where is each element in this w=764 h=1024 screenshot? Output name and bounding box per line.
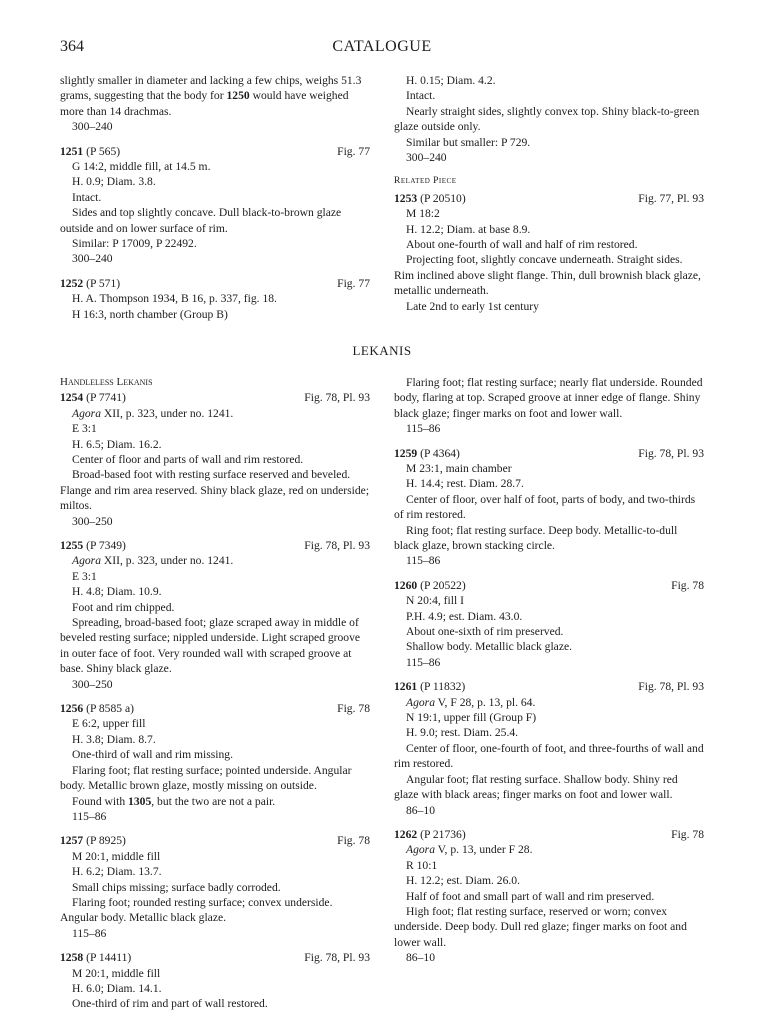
- subsection-heading: Handleless Lekanis: [60, 376, 153, 388]
- figure-reference: Fig. 78, Pl. 93: [638, 446, 704, 460]
- top-left-column: [60, 73, 370, 331]
- catalogue-entry-1256: [60, 701, 370, 824]
- condition: About one-sixth of rim preserved.: [406, 625, 564, 639]
- context: N 20:4, fill I: [406, 594, 464, 608]
- dimensions: H. 3.8; Diam. 8.7.: [72, 732, 156, 746]
- entry-number: 1253: [394, 191, 418, 205]
- context: M 20:1, middle fill: [72, 849, 161, 863]
- entry-number: 1252: [60, 276, 84, 290]
- entry-1252-continuation: [394, 73, 704, 165]
- dimensions: H. 6.2; Diam. 13.7.: [72, 865, 162, 879]
- entry-number: 1261: [394, 680, 418, 694]
- figure-reference: Fig. 78: [671, 578, 704, 592]
- description: Flaring foot; flat resting surface; pointed underside. Angular body. Metallic brown glaze, mostly missing on outside.: [60, 763, 352, 793]
- figure-reference: Fig. 78: [337, 834, 370, 848]
- context: M 18:2: [406, 207, 440, 221]
- bibliography: Agora V, p. 13, under F 28.: [406, 843, 533, 857]
- intro-continuation: [60, 73, 370, 135]
- entry-number: 1251: [60, 144, 84, 158]
- condition: Center of floor, one-fourth of foot, and three-fourths of wall and rim restored.: [394, 741, 704, 771]
- date: 300–240: [72, 120, 113, 134]
- context: E 3:1: [72, 569, 97, 583]
- context: G 14:2, middle fill, at 14.5 m.: [72, 160, 211, 174]
- condition: Center of floor and parts of wall and rim restored.: [72, 453, 304, 467]
- catalogue-entry-1251: [60, 144, 370, 267]
- description: Flaring foot; rounded resting surface; convex underside. Angular body. Metallic black glaze.: [60, 895, 333, 925]
- catalogue-entry-1261: [394, 679, 704, 818]
- figure-reference: Fig. 77: [337, 276, 370, 290]
- running-title: CATALOGUE: [332, 38, 432, 55]
- catalogue-entry-1252: [60, 276, 370, 322]
- dimensions: P.H. 4.9; est. Diam. 43.0.: [406, 609, 523, 623]
- page-header: [60, 38, 704, 58]
- section-title: LEKANIS: [352, 343, 412, 358]
- catalogue-entry-1254: [60, 390, 370, 529]
- inventory-number: (P 7349): [86, 539, 126, 553]
- dimensions: H. 14.4; rest. Diam. 28.7.: [406, 477, 524, 491]
- figure-reference: Fig. 78: [337, 702, 370, 716]
- condition: Intact.: [72, 190, 102, 204]
- context: R 10:1: [406, 858, 438, 872]
- inventory-number: (P 8925): [86, 834, 126, 848]
- figure-reference: Fig. 77: [337, 144, 370, 158]
- condition: Foot and rim chipped.: [72, 600, 175, 614]
- dimensions: H. 4.8; Diam. 10.9.: [72, 585, 162, 599]
- intro-text: slightly smaller in diameter and lacking a few chips, weighs 51.3 grams, suggesting that the body for: [60, 74, 362, 103]
- description: Projecting foot, slightly concave underneath. Straight sides. Rim inclined above slight flange. Thin, dull brownish black glaze, metallic underneath.: [394, 253, 701, 298]
- figure-reference: Fig. 78, Pl. 93: [638, 680, 704, 694]
- inventory-number: (P 8585 a): [86, 702, 134, 716]
- inventory-number: (P 14411): [86, 951, 132, 965]
- inventory-number: (P 11832): [420, 680, 466, 694]
- inventory-number: (P 7741): [86, 391, 126, 405]
- description: Broad-based foot with resting surface reserved and beveled. Flange and rim area reserved. Shiny black glaze, red on underside; miltos.: [60, 468, 370, 513]
- date: 115–86: [72, 809, 107, 823]
- description: Angular foot; flat resting surface. Shallow body. Shiny red glaze with black areas; finger marks on foot and lower wall.: [394, 772, 678, 802]
- condition: One-third of wall and rim missing.: [72, 748, 233, 762]
- figure-reference: Fig. 78, Pl. 93: [304, 391, 370, 405]
- bibliography: Agora XII, p. 323, under no. 1241.: [72, 406, 234, 420]
- entry-1258-continuation: [394, 375, 704, 437]
- entry-number: 1260: [394, 578, 418, 592]
- context: M 23:1, main chamber: [406, 462, 512, 476]
- entry-number: 1258: [60, 951, 84, 965]
- condition: One-third of rim and part of wall restored.: [72, 997, 268, 1011]
- catalogue-entry-1259: [394, 446, 704, 569]
- similar: Similar: P 17009, P 22492.: [72, 237, 197, 251]
- bibliography: Agora V, F 28, p. 13, pl. 64.: [406, 695, 536, 709]
- bibliography: Agora XII, p. 323, under no. 1241.: [72, 554, 234, 568]
- date: 300–240: [72, 252, 113, 266]
- figure-reference: Fig. 77, Pl. 93: [638, 191, 704, 205]
- description: Nearly straight sides, slightly convex top. Shiny black-to-green glaze outside only.: [394, 104, 700, 134]
- inventory-number: (P 20522): [420, 578, 466, 592]
- entry-number: 1257: [60, 834, 84, 848]
- top-right-column: [394, 73, 704, 323]
- date: 115–86: [406, 655, 441, 669]
- found-with-note: Found with 1305, but the two are not a pair.: [72, 794, 276, 808]
- page-number: 364: [60, 38, 84, 55]
- date: 300–240: [406, 151, 447, 165]
- related-piece-heading: Related Piece: [394, 176, 457, 187]
- inventory-number: (P 565): [86, 144, 121, 158]
- context: M 20:1, middle fill: [72, 966, 161, 980]
- description: Ring foot; flat resting surface. Deep body. Metallic-to-dull black glaze, brown stacking circle.: [394, 523, 678, 553]
- catalogue-entry-1257: [60, 833, 370, 941]
- description: High foot; flat resting surface, reserved or worn; convex underside. Deep body. Dull red glaze; finger marks on foot and lower wall.: [394, 904, 687, 949]
- intro-text-end: would have weighed more than 14 drachmas.: [60, 89, 349, 118]
- description: Sides and top slightly concave. Dull black-to-brown glaze outside and on lower surface of rim.: [60, 206, 342, 235]
- context: N 19:1, upper fill (Group F): [406, 711, 537, 725]
- dimensions: H. 0.9; Diam. 3.8.: [72, 175, 156, 189]
- dimensions: H. 6.5; Diam. 16.2.: [72, 437, 162, 451]
- context: H 16:3, north chamber (Group B): [72, 307, 228, 321]
- context: E 3:1: [72, 422, 97, 436]
- description: Spreading, broad-based foot; glaze scraped away in middle of beveled resting surface; nippled underside. Light scraped groove in outer face of foot. Very rounded wall with scraped groove at base. Shiny black glaze.: [60, 616, 361, 676]
- inventory-number: (P 21736): [420, 827, 466, 841]
- dimensions: H. 0.15; Diam. 4.2.: [406, 74, 496, 87]
- entry-number: 1254: [60, 391, 84, 405]
- inventory-number: (P 20510): [420, 191, 466, 205]
- entry-number: 1255: [60, 539, 84, 553]
- date: 115–86: [72, 926, 107, 940]
- dimensions: H. 12.2; est. Diam. 26.0.: [406, 874, 520, 888]
- description: Flaring foot; flat resting surface; nearly flat underside. Rounded body, flaring at top. Scraped groove at inner edge of flange. Shiny black glaze; finger marks on foot and lower wall.: [394, 376, 703, 420]
- inventory-number: (P 4364): [420, 446, 460, 460]
- description: Shallow body. Metallic black glaze.: [406, 640, 573, 654]
- condition: Center of floor, over half of foot, parts of body, and two-thirds of rim restored.: [394, 492, 696, 522]
- date: 86–10: [406, 803, 435, 817]
- condition: Small chips missing; surface badly corroded.: [72, 880, 281, 894]
- date: 300–250: [72, 514, 113, 528]
- bibliography: H. A. Thompson 1934, B 16, p. 337, fig. 18.: [72, 292, 277, 306]
- catalogue-entry-1253: [394, 191, 704, 314]
- date: 115–86: [406, 554, 441, 568]
- inventory-number: (P 571): [86, 276, 121, 290]
- date: Late 2nd to early 1st century: [406, 299, 539, 313]
- dimensions: H. 9.0; rest. Diam. 25.4.: [406, 726, 519, 740]
- bottom-left-column: [60, 375, 370, 1021]
- figure-reference: Fig. 78, Pl. 93: [304, 951, 370, 965]
- date: 86–10: [406, 951, 435, 965]
- catalogue-entry-1258: [60, 950, 370, 1012]
- catalogue-entry-1260: [394, 578, 704, 670]
- intro-ref: 1250: [226, 89, 250, 103]
- context: E 6:2, upper fill: [72, 717, 146, 731]
- entry-number: 1256: [60, 702, 84, 716]
- dimensions: H. 12.2; Diam. at base 8.9.: [406, 222, 531, 236]
- catalogue-entry-1255: [60, 538, 370, 692]
- date: 115–86: [406, 422, 441, 436]
- bottom-right-column: [394, 375, 704, 975]
- entry-number: 1262: [394, 827, 418, 841]
- dimensions: H. 6.0; Diam. 14.1.: [72, 981, 162, 995]
- entry-number: 1259: [394, 446, 418, 460]
- condition: About one-fourth of wall and half of rim restored.: [406, 238, 638, 252]
- similar: Similar but smaller: P 729.: [406, 135, 531, 149]
- condition: Intact.: [406, 89, 436, 103]
- condition: Half of foot and small part of wall and rim preserved.: [406, 889, 655, 903]
- date: 300–250: [72, 677, 113, 691]
- figure-reference: Fig. 78, Pl. 93: [304, 539, 370, 553]
- catalogue-entry-1262: [394, 827, 704, 966]
- figure-reference: Fig. 78: [671, 827, 704, 841]
